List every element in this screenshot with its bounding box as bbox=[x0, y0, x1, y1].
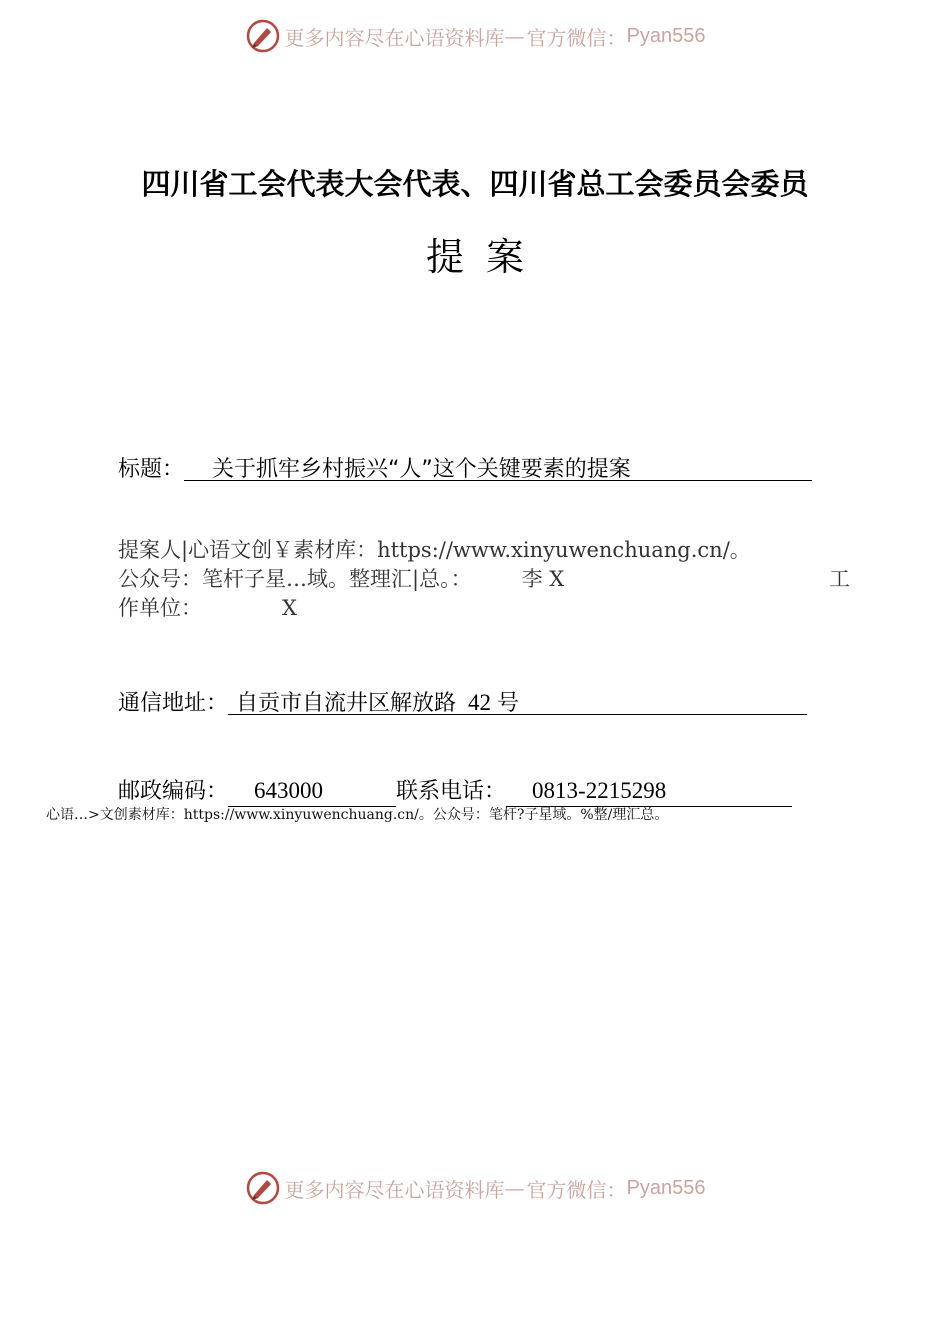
address-value-field bbox=[228, 686, 807, 715]
address-value: 自贡市自流井区解放路 bbox=[236, 691, 457, 716]
watermark-wechat-handle: Pyan556 bbox=[626, 1176, 706, 1199]
proposer-line-3 bbox=[118, 594, 850, 623]
proposer-line-2-tail: 工 bbox=[829, 567, 850, 591]
watermark-wechat-label: 官方微信： bbox=[526, 1177, 627, 1202]
pen-logo-icon bbox=[245, 18, 281, 54]
pen-logo-icon bbox=[245, 1170, 281, 1206]
address-row bbox=[118, 686, 807, 717]
document-subtitle: 提案 bbox=[425, 235, 546, 279]
postcode-phone-row bbox=[118, 774, 792, 807]
proposer-line-1-text: 提案人|心语文创￥素材库：https://www.xinyuwenchuang.cn/。 bbox=[118, 538, 751, 562]
postcode-value: 643000 bbox=[228, 778, 396, 807]
proposer-name: 李 X bbox=[521, 567, 565, 591]
proposer-block bbox=[118, 536, 850, 623]
document-title: 四川省工会代表大会代表、四川省总工会委员会委员 bbox=[141, 167, 809, 201]
work-unit-label: 作单位： bbox=[118, 596, 202, 620]
postcode-label: 邮政编码： bbox=[118, 779, 229, 804]
address-suffix: 号 bbox=[497, 691, 520, 716]
proposal-title-label: 标题： bbox=[118, 457, 185, 482]
address-label: 通信地址： bbox=[118, 691, 229, 716]
address-number: 42 bbox=[468, 690, 492, 715]
watermark-top bbox=[0, 16, 950, 56]
proposal-title-row bbox=[118, 452, 812, 483]
phone-label: 联系电话： bbox=[396, 779, 507, 804]
proposer-line-1 bbox=[118, 536, 850, 565]
phone-value: 0813-2215298 bbox=[506, 778, 792, 807]
watermark-bottom bbox=[0, 1168, 950, 1208]
watermark-separator: — bbox=[504, 24, 527, 48]
proposal-title-value: 关于抓牢乡村振兴“人”这个关键要素的提案 bbox=[184, 452, 812, 481]
work-unit-value: X bbox=[282, 596, 297, 620]
proposer-line-2-text: 公众号：笔杆子星…域。整理汇|总。： bbox=[118, 567, 472, 591]
proposer-line-2 bbox=[118, 565, 850, 594]
footnote: 心语…>文创素材库：https://www.xinyuwenchuang.cn/。公众号：笔杆?子星域。%整/理汇总。 bbox=[46, 807, 669, 823]
watermark-text: 更多内容尽在心语资料库 bbox=[284, 1177, 505, 1202]
watermark-separator: — bbox=[504, 1176, 527, 1200]
watermark-wechat-handle: Pyan556 bbox=[626, 24, 706, 47]
watermark-text: 更多内容尽在心语资料库 bbox=[284, 25, 505, 50]
watermark-wechat-label: 官方微信： bbox=[526, 25, 627, 50]
